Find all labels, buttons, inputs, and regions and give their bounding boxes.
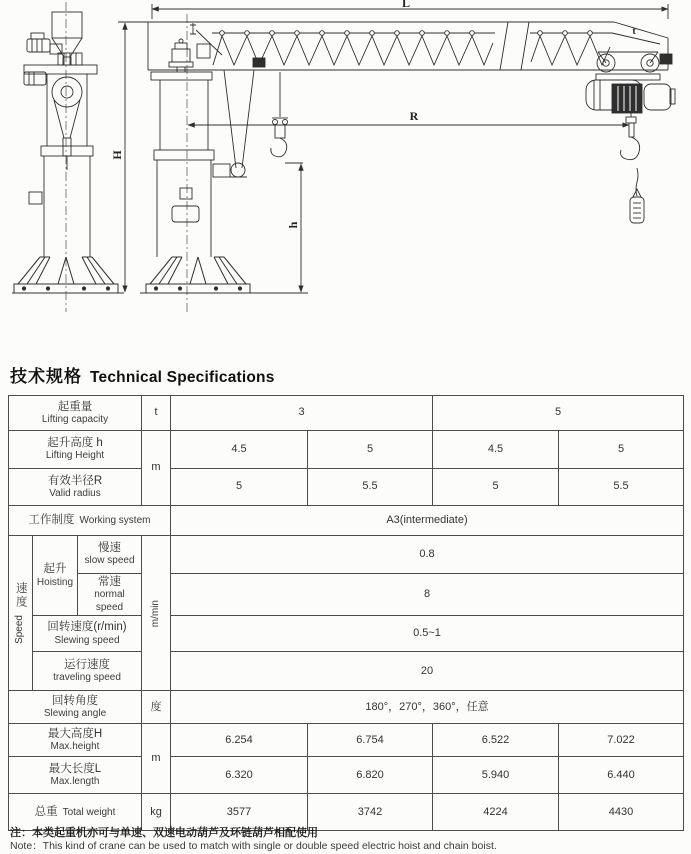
- hook-min-radius: [271, 72, 288, 157]
- jib-crane-technical-drawing: [0, 0, 691, 348]
- max-height-value: 6.254: [171, 724, 308, 757]
- row-traveling-speed: [9, 652, 684, 691]
- label-working-system: 工作制度 Working system: [9, 506, 171, 536]
- max-height-value: 6.754: [308, 724, 433, 757]
- technical-specifications-table: [8, 395, 684, 831]
- label-lifting-height: 起升高度 h Lifting Height: [9, 431, 142, 469]
- label-H: H: [110, 150, 124, 160]
- row-max-height: [9, 724, 684, 757]
- footnote-zh: 注：本类起重机亦可与单速、双速电动葫芦及环链葫芦相配使用: [10, 827, 318, 839]
- label-L: L: [401, 0, 411, 10]
- truss-web-right: [531, 36, 610, 65]
- row-slow-speed: [9, 536, 684, 574]
- lifting-height-value: 5: [308, 431, 433, 469]
- slow-speed-value: 0.8: [171, 536, 684, 574]
- slewing-angle-value: 180°，270°，360°，任意: [171, 691, 684, 724]
- total-weight-value: 4224: [433, 794, 559, 831]
- label-t: t: [632, 26, 636, 37]
- section-title-en: Technical Specifications: [90, 369, 275, 386]
- working-system-value: A3(intermediate): [171, 506, 684, 536]
- max-length-value: 6.320: [171, 757, 308, 794]
- label-max-length: 最大长度L Max.length: [9, 757, 142, 794]
- label-normal-speed: 常速 normal speed: [78, 574, 142, 616]
- crane-drawing-svg: [0, 0, 691, 348]
- max-length-value: 6.820: [308, 757, 433, 794]
- capacity-value-5t: 5: [433, 396, 684, 431]
- label-slewing-speed: 回转速度(r/min) Slewing speed: [33, 616, 142, 652]
- capacity-value-3t: 3: [171, 396, 433, 431]
- footnote-en: Note：This kind of crane can be used to match with single or double speed electric hoist and chain boist.: [10, 840, 497, 853]
- section-title-zh: 技术规格: [10, 367, 82, 386]
- label-speed-group: 速度 Speed: [9, 536, 33, 691]
- row-normal-speed: [9, 574, 684, 616]
- label-total-weight: 总重 Total weight: [9, 794, 142, 831]
- label-traveling-speed: 运行速度 traveling speed: [33, 652, 142, 691]
- normal-speed-value: 8: [171, 574, 684, 616]
- section-title: [10, 362, 275, 387]
- label-h: h: [286, 221, 300, 229]
- side-view: [146, 22, 675, 293]
- label-valid-radius: 有效半径R Valid radius: [9, 469, 142, 506]
- max-height-value: 6.522: [433, 724, 559, 757]
- label-slewing-angle: 回转角度 Slewing angle: [9, 691, 142, 724]
- slewing-speed-value: 0.5~1: [171, 616, 684, 652]
- unit-m-per-min: m/min: [142, 536, 171, 691]
- traveling-speed-value: 20: [171, 652, 684, 691]
- unit-degree: 度: [142, 691, 171, 724]
- row-slewing-angle: [9, 691, 684, 724]
- valid-radius-value: 5: [171, 469, 308, 506]
- lifting-height-value: 5: [559, 431, 684, 469]
- row-lifting-capacity: [9, 396, 684, 431]
- valid-radius-value: 5.5: [308, 469, 433, 506]
- unit-lifting-capacity: t: [142, 396, 171, 431]
- label-slow-speed: 慢速 slow speed: [78, 536, 142, 574]
- label-hoisting: 起升 Hoisting: [33, 536, 78, 616]
- row-slewing-speed: [9, 616, 684, 652]
- total-weight-value: 3742: [308, 794, 433, 831]
- footnotes: [10, 827, 497, 853]
- valid-radius-value: 5.5: [559, 469, 684, 506]
- row-working-system: [9, 506, 684, 536]
- electric-hoist: [586, 52, 675, 160]
- row-lifting-height: [9, 431, 684, 469]
- total-weight-value: 4430: [559, 794, 684, 831]
- valid-radius-value: 5: [433, 469, 559, 506]
- row-valid-radius: [9, 469, 684, 506]
- row-total-weight: [9, 794, 684, 831]
- row-max-length: [9, 757, 684, 794]
- lifting-height-value: 4.5: [171, 431, 308, 469]
- max-length-value: 6.440: [559, 757, 684, 794]
- label-R: R: [409, 109, 419, 123]
- lifting-height-value: 4.5: [433, 431, 559, 469]
- label-max-height: 最大高度H Max.height: [9, 724, 142, 757]
- label-lifting-capacity: 起重量 Lifting capacity: [9, 396, 142, 431]
- max-height-value: 7.022: [559, 724, 684, 757]
- unit-m-height-radius: m: [142, 431, 171, 506]
- unit-m-dimensions: m: [142, 724, 171, 794]
- unit-kg: kg: [142, 794, 171, 831]
- pendant-control: [630, 168, 644, 223]
- max-length-value: 5.940: [433, 757, 559, 794]
- total-weight-value: 3577: [171, 794, 308, 831]
